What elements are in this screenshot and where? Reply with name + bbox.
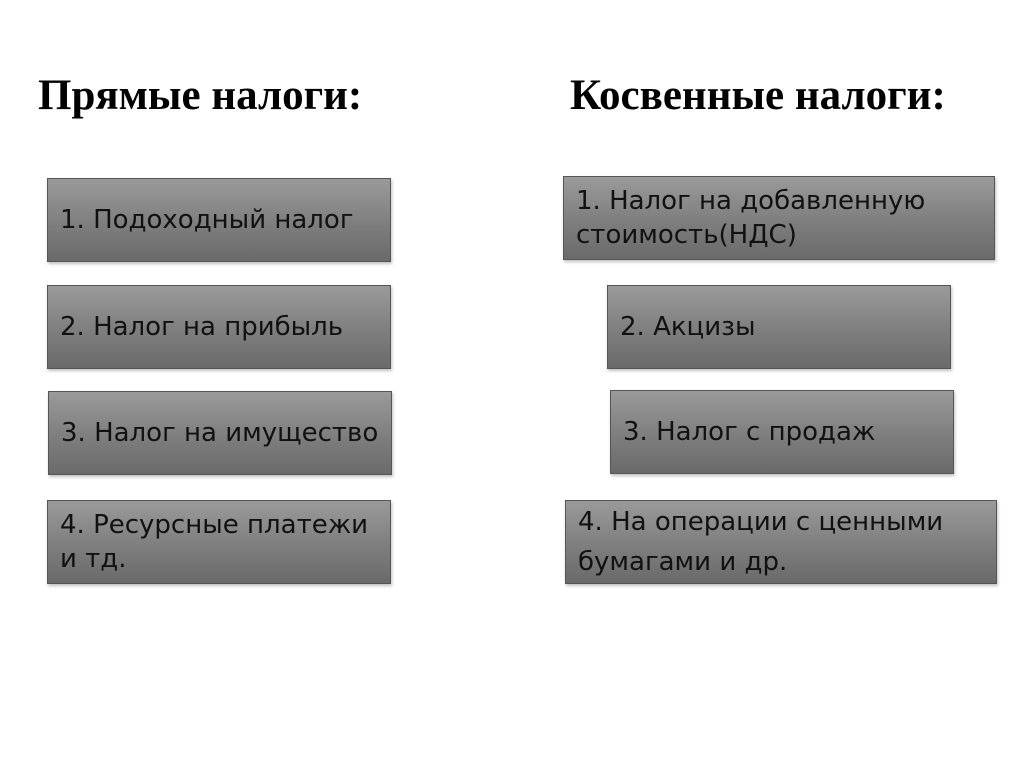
- indirect-tax-box-vat: [563, 176, 995, 260]
- indirect-taxes-heading: Косвенные налоги:: [570, 72, 946, 119]
- indirect-tax-box-excise: [607, 285, 951, 369]
- direct-taxes-heading: Прямые налоги:: [38, 72, 363, 119]
- indirect-tax-label: 3. Налог с продаж: [623, 417, 876, 447]
- direct-tax-label: 3. Налог на имущество: [61, 418, 379, 448]
- direct-tax-box-profit: [47, 285, 391, 369]
- direct-tax-label: 1. Подоходный налог: [60, 205, 354, 235]
- indirect-tax-box-securities: [565, 500, 997, 584]
- direct-tax-box-income: [47, 178, 391, 262]
- direct-tax-box-resource: [47, 500, 391, 584]
- direct-tax-box-property: [48, 391, 392, 475]
- indirect-tax-box-sales: [610, 390, 954, 474]
- direct-tax-label: 2. Налог на прибыль: [60, 312, 344, 342]
- indirect-tax-label: 1. Налог на добавленную стоимость(НДС): [576, 186, 926, 250]
- indirect-tax-label: 4. На операции с ценными бумагами и др.: [578, 507, 944, 577]
- indirect-tax-label: 2. Акцизы: [620, 312, 756, 342]
- direct-tax-label: 4. Ресурсные платежи и тд.: [60, 510, 369, 574]
